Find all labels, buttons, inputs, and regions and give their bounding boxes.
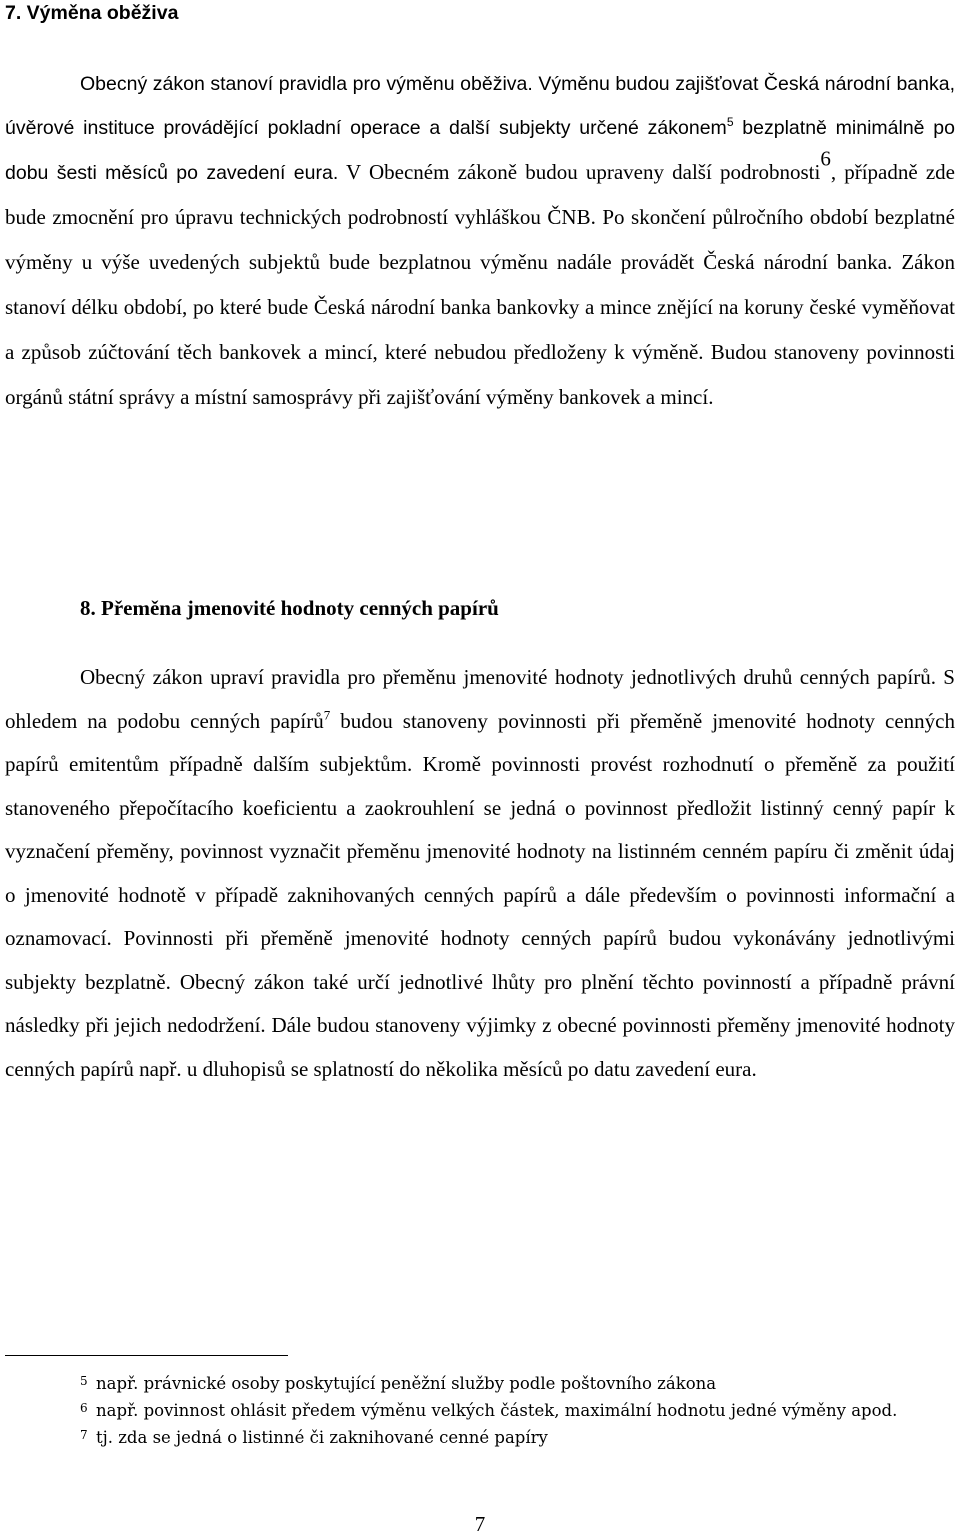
footnote-5 [80, 1369, 955, 1396]
footnotes [80, 1369, 955, 1450]
footnote-text: tj. zda se jedná o listinné či zaknihované cenné papíry [96, 1428, 548, 1447]
section-7-heading: 7. Výměna oběživa [5, 2, 179, 24]
paragraph-text: , případně zde bude zmocnění pro úpravu technických podrobností vyhláškou ČNB. Po skončení půlročního období bezplatné výměny u výše uvedených subjektů bude bezplatnou výměnu nadále provádět Česká národní banka. Zákon stanoví délku období, po které bude Česká národní banka bankovky a mince znějící na koruny české vyměňovat a způsob zúčtování těch bankovek a mincí, které nebudou předloženy k výměně. [5, 160, 955, 364]
footnote-6 [80, 1396, 955, 1423]
section-7-paragraph [5, 62, 955, 420]
footnote-ref-5: 5 [726, 115, 734, 130]
paragraph-text: Budou stanoveny povinnosti orgánů státní správy a místní samosprávy při zajišťování výměny bankovek a mincí. [5, 340, 955, 409]
section-8-heading: 8. Přeměna jmenovité hodnoty cenných papírů [80, 596, 499, 620]
paragraph-text: V Obecném zákoně budou upraveny další podrobnosti [338, 160, 821, 184]
paragraph-text: Obecný zákon upraví pravidla pro přeměnu jmenovité hodnoty jednotlivých druhů cenných papírů. S ohledem na podobu cenných papírů [5, 665, 955, 733]
paragraph-text: budou stanoveny povinnosti při přeměně jmenovité hodnoty cenných papírů emitentům případně dalším subjektům. Kromě povinnosti provést rozhodnutí o přeměně za použití stanoveného přepočítacího koeficientu a zaokrouhlení se jedná o povinnost předložit listinný cenný papír k vyznačení přeměny, povinnost vyznačit přeměnu jmenovité hodnoty na listinném cenném papíru či změnit údaj o jmenovité hodnotě v případě zaknihovaných cenných papírů a dále především o povinnosti informační a oznamovací. Povinnosti při přeměně jmenovité hodnoty cenných papírů budou vykonávány jednotlivými subjekty bezplatně. Obecný zákon také určí jednotlivé lhůty pro plnění těchto povinností a případně právní následky při jejich nedodržení. Dále budou stanoveny výjimky z obecné povinnosti přeměny jmenovité hodnoty cenných papírů např. u dluhopisů se splatností do několika měsíců po datu zavedení eura. [5, 708, 955, 1081]
paragraph-text: bezplatně minimálně po dobu šesti měsíců po zavedení eura. [5, 117, 955, 184]
page-number: 7 [474, 1512, 486, 1536]
footnote-mark: 7 [80, 1428, 88, 1442]
footnote-7 [80, 1423, 955, 1450]
footnote-text: např. právnické osoby poskytující peněžní služby podle poštovního zákona [96, 1374, 717, 1393]
footnote-text: např. povinnost ohlásit předem výměnu velkých částek, maximální hodnotu jedné výměny apod. [96, 1401, 898, 1420]
paragraph-text: Obecný zákon stanoví pravidla pro výměnu oběživa. Výměnu budou zajišťovat Česká národní banka, úvěrové instituce provádějící pokladní operace a další subjekty určené zákonem [5, 73, 955, 139]
footnote-mark: 5 [80, 1374, 88, 1388]
section-8-paragraph [5, 656, 955, 1091]
footnote-ref-7: 7 [323, 707, 331, 723]
footnote-ref-6: 6 [820, 146, 831, 171]
footnote-mark: 6 [80, 1401, 88, 1415]
footnote-separator [5, 1355, 288, 1356]
